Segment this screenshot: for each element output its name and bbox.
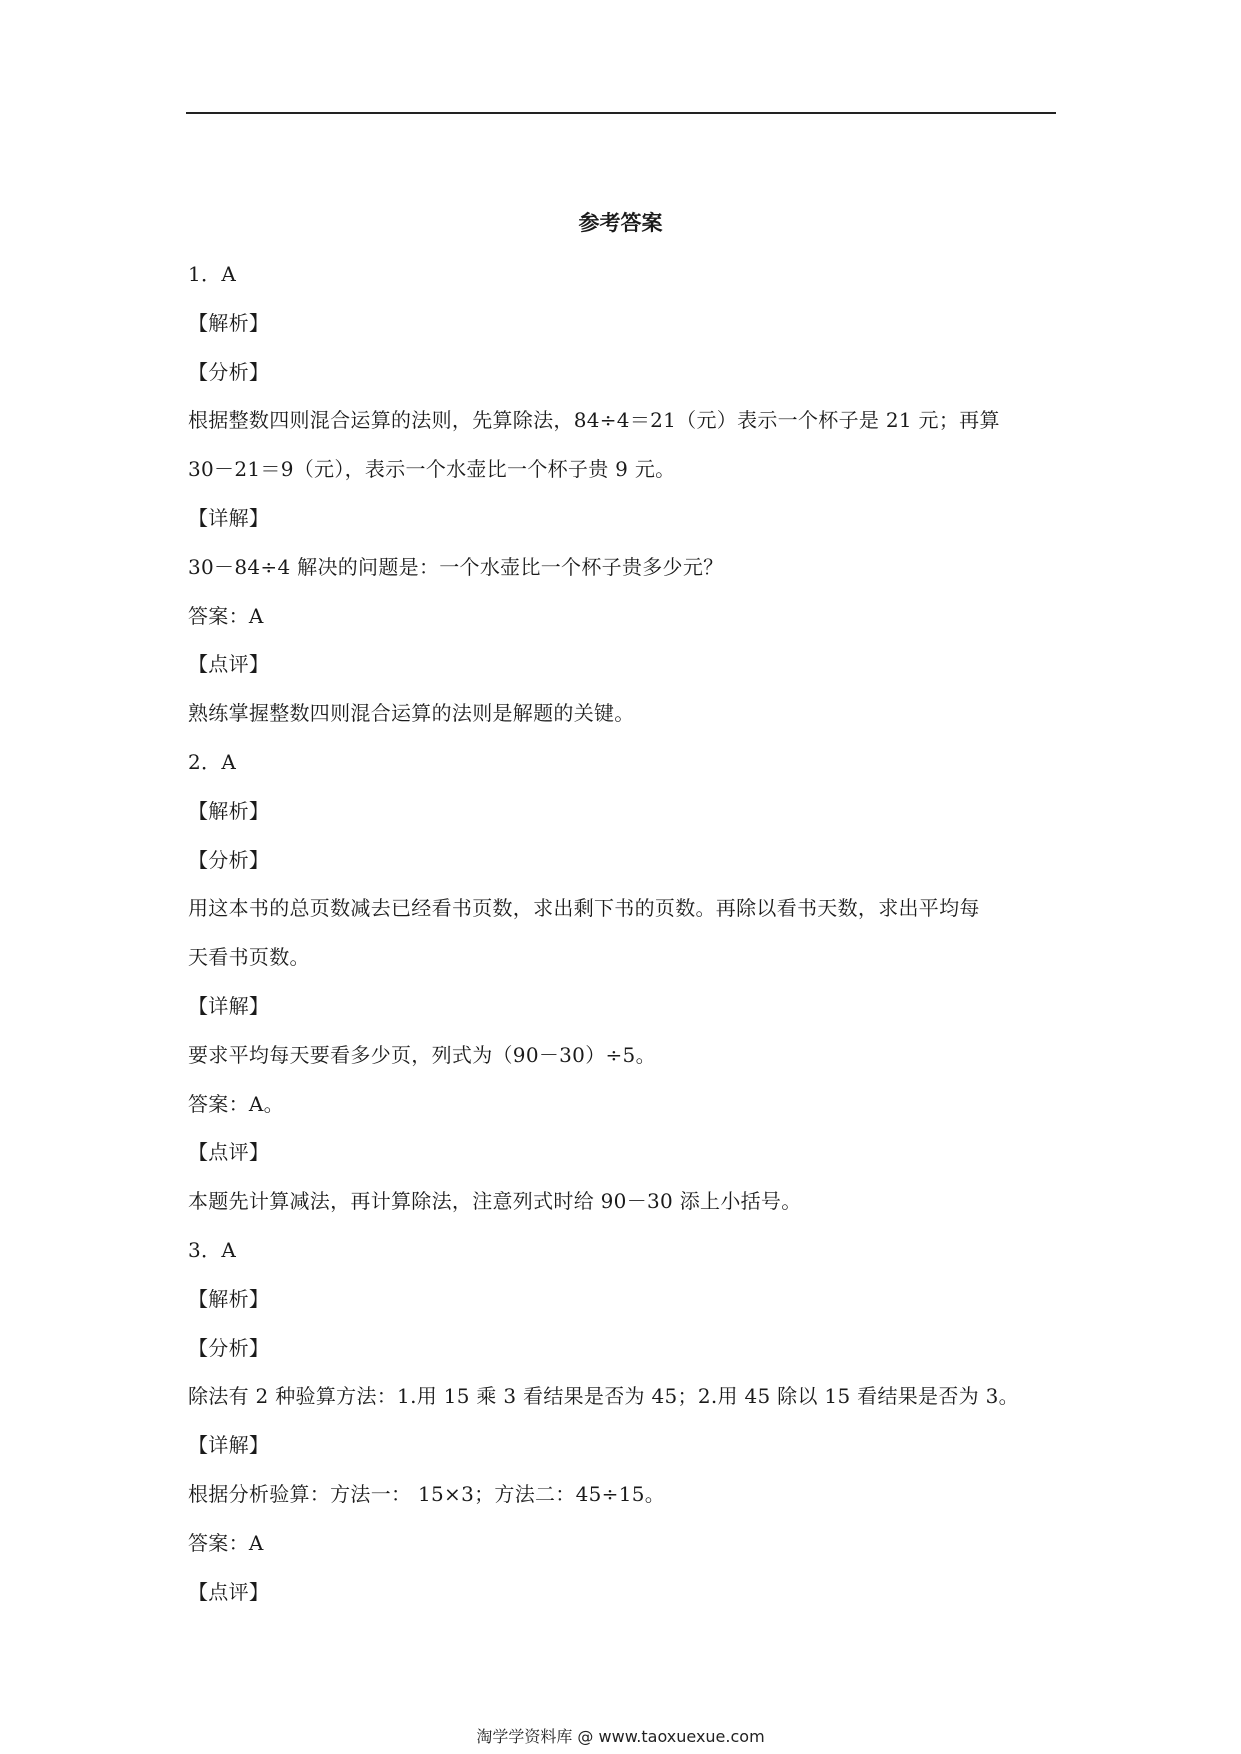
text-line: 答案：A [188,1530,264,1555]
text-line: 除法有 2 种验算方法：1.用 15 乘 3 看结果是否为 45；2.用 45 除以 15 看结果是否为 3。 [188,1384,1019,1409]
text-line: 答案：A [188,603,264,628]
text-line: 2．A [188,749,237,774]
text-line: 30－21＝9（元），表示一个水壶比一个杯子贵 9 元。 [188,457,676,482]
text-line: 3．A [188,1237,237,1262]
text-line: 30－84÷4 解决的问题是：一个水壶比一个杯子贵多少元？ [188,554,724,579]
text-line: 【详解】 [188,1433,270,1458]
text-line: 答案：A。 [188,1091,284,1116]
text-line: 根据分析验算：方法一： 15×3；方法二：45÷15。 [188,1481,666,1506]
text-line: 【解析】 [188,1286,270,1311]
text-line: 【点评】 [188,652,270,677]
answer-content [188,250,1068,1616]
header-rule [186,112,1056,114]
text-line: 熟练掌握整数四则混合运算的法则是解题的关键。 [188,701,635,726]
text-line: 根据整数四则混合运算的法则，先算除法，84÷4＝21（元）表示一个杯子是 21 元；再算 [188,408,1000,433]
text-line: 要求平均每天要看多少页，列式为（90－30）÷5。 [188,1042,656,1067]
text-line: 【点评】 [188,1579,270,1604]
text-line: 【点评】 [188,1140,270,1165]
footer-watermark: 淘学学资料库 @ www.taoxuexue.com [476,1727,765,1746]
text-line: 【分析】 [188,1335,270,1360]
text-line: 1．A [188,262,237,286]
text-line: 本题先计算减法，再计算除法，注意列式时给 90－30 添上小括号。 [188,1189,802,1214]
text-line: 天看书页数。 [188,945,310,970]
text-line: 【详解】 [188,993,270,1018]
page-title: 参考答案 [578,211,663,235]
text-line: 【分析】 [188,847,270,872]
text-line: 【解析】 [188,798,270,823]
text-line: 【分析】 [188,359,270,384]
text-line: 【解析】 [188,310,270,335]
text-line: 用这本书的总页数减去已经看书页数，求出剩下书的页数。再除以看书天数，求出平均每 [188,896,980,921]
text-line: 【详解】 [188,505,270,530]
